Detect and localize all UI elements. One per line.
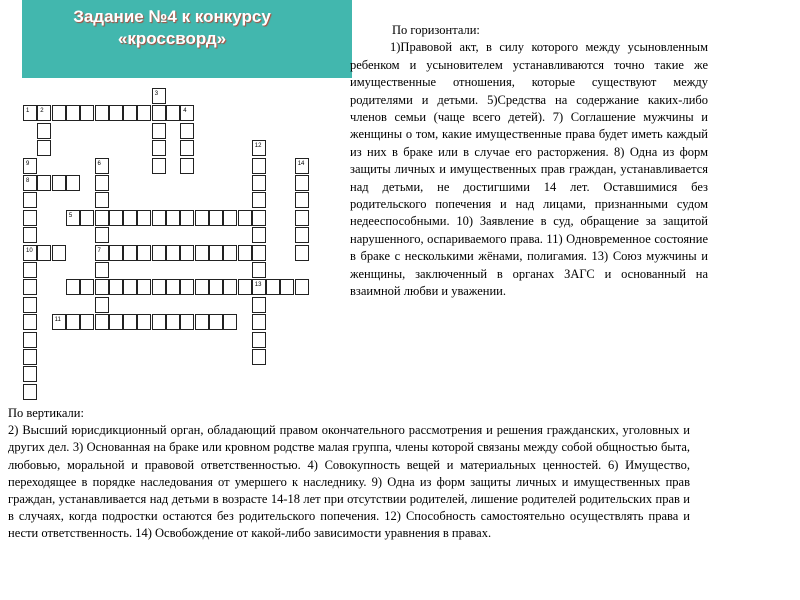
crossword-cell[interactable] [23, 210, 37, 226]
crossword-cell[interactable] [109, 210, 123, 226]
crossword-cell[interactable] [195, 314, 209, 330]
crossword-cell[interactable] [295, 192, 309, 208]
crossword-cell[interactable] [195, 279, 209, 295]
crossword-cell[interactable] [152, 158, 166, 174]
crossword-cell[interactable] [152, 279, 166, 295]
clue-number: 3 [154, 91, 159, 97]
crossword-cell[interactable] [223, 279, 237, 295]
crossword-cell[interactable] [166, 245, 180, 261]
crossword-cell[interactable] [209, 210, 223, 226]
vertical-clues-text: 2) Высший юрисдикционный орган, обладающий правом окончательного рассмотрения и решения гражданских, уголовных и других дел. 3) Основанная на браке или кровном родстве малая группа, члены которой связаны между собой общностью быта, любовью, моральной и правовой ответственностью. 4) Совокупность вещей и материальных ценностей. 6) Имущество, переходящее в порядке наследования от умершего к наследнику. 9) Одна из форм защиты личных и имущественных прав граждан, устанавливается над детьми в возрасте 14-18 лет при отсутствии родителей, лишение родителей родительских прав и в случаях, когда подростки остаются без родительского попечения. 12) Способность самостоятельно осуществлять права и нести ответственность. 14) Освобождение от какой-либо зависимости уравнения в правах. [8, 423, 690, 541]
clue-number: 6 [97, 160, 101, 167]
crossword-cell[interactable] [238, 210, 252, 226]
clue-number: 5 [68, 212, 73, 219]
crossword-cell[interactable] [23, 262, 37, 278]
clue-number: 7 [97, 247, 101, 254]
crossword-cell[interactable] [252, 210, 266, 226]
crossword-grid [0, 0, 330, 410]
crossword-cell[interactable] [252, 158, 266, 174]
crossword-cell[interactable] [95, 105, 109, 121]
clue-number: 12 [254, 143, 262, 150]
crossword-cell[interactable] [195, 245, 209, 261]
crossword-cell[interactable] [109, 279, 123, 295]
crossword-cell[interactable] [180, 279, 194, 295]
crossword-cell[interactable] [95, 297, 109, 313]
crossword-cell[interactable] [123, 105, 137, 121]
horizontal-clues [350, 22, 708, 301]
crossword-cell[interactable] [252, 227, 266, 243]
crossword-cell[interactable] [37, 140, 51, 156]
crossword-cell[interactable] [223, 210, 237, 226]
crossword-cell[interactable] [109, 105, 123, 121]
crossword-cell[interactable] [23, 332, 37, 348]
clue-number: 2 [40, 108, 44, 115]
crossword-cell[interactable] [280, 279, 294, 295]
slide-title: Задание №4 к конкурсу «кроссворд» [73, 7, 271, 48]
clue-number: 13 [254, 282, 262, 289]
horizontal-clues-text: 1)Правовой акт, в силу которого между усыновленным ребенком и усыновителем устанавливаются точно такие же имущественные отношения, которые существуют между родителями и детьми. 5)Средства на содержание каких-либо членов семьи (чаще всего детей). 7) Соглашение мужчины и женщины о том, какие имущественные права будет иметь каждый из них в браке или в случае его расторжения. 8) Одна из форм защиты личных и имущественных прав граждан, устанавливается над детьми, не достигшими 14 лет. Оставшимися без родительского попечения и над лицами, признанными судом недееспособными. 10) Заявление в суд, обращение за защитой нарушенного, оспариваемого права. 11) Одновременное состояние в браке с несколькими жёнами, полигамия. 13) Союз мужчины и женщины, заключенный в органах ЗАГС и основанный на взаимной любви и уважении. [350, 40, 708, 299]
crossword-cell[interactable] [180, 245, 194, 261]
crossword-cell[interactable] [137, 314, 151, 330]
crossword-cell[interactable] [152, 210, 166, 226]
crossword-cell[interactable] [180, 314, 194, 330]
crossword-cell[interactable] [295, 210, 309, 226]
crossword-cell[interactable] [252, 349, 266, 365]
crossword-cell[interactable] [152, 105, 166, 121]
crossword-cell[interactable] [166, 279, 180, 295]
crossword-cell[interactable] [238, 279, 252, 295]
crossword-cell[interactable] [52, 245, 66, 261]
crossword-cell[interactable] [152, 123, 166, 139]
crossword-cell[interactable] [37, 175, 51, 191]
crossword-cell[interactable] [137, 105, 151, 121]
crossword-cell[interactable] [195, 210, 209, 226]
crossword-cell[interactable] [23, 314, 37, 330]
crossword-cell[interactable] [252, 262, 266, 278]
clue-number: 9 [26, 160, 30, 167]
clue-number: 4 [183, 108, 187, 115]
crossword-cell[interactable] [23, 366, 37, 382]
crossword-cell[interactable] [252, 332, 266, 348]
crossword-cell[interactable] [123, 314, 137, 330]
crossword-cell[interactable] [23, 297, 37, 313]
crossword-cell[interactable] [166, 210, 180, 226]
crossword-cell[interactable] [95, 279, 109, 295]
crossword-cell[interactable] [123, 279, 137, 295]
crossword-cell[interactable] [23, 279, 37, 295]
crossword-cell[interactable] [23, 227, 37, 243]
crossword-cell[interactable] [66, 175, 80, 191]
crossword-cell[interactable] [180, 140, 194, 156]
crossword-cell[interactable] [95, 210, 109, 226]
crossword-cell[interactable] [95, 192, 109, 208]
crossword-cell[interactable] [23, 349, 37, 365]
vertical-clues [8, 405, 690, 543]
crossword-cell[interactable] [123, 210, 137, 226]
crossword-cell[interactable] [180, 210, 194, 226]
crossword-cell[interactable] [37, 123, 51, 139]
crossword-cell[interactable] [252, 245, 266, 261]
crossword-cell[interactable] [109, 245, 123, 261]
crossword-cell[interactable] [252, 297, 266, 313]
crossword-cell[interactable] [52, 105, 66, 121]
crossword-cell[interactable] [209, 314, 223, 330]
crossword-cell[interactable] [223, 314, 237, 330]
crossword-cell[interactable] [95, 175, 109, 191]
crossword-cell[interactable] [80, 105, 94, 121]
clue-number: 14 [297, 160, 305, 167]
crossword-cell[interactable] [295, 227, 309, 243]
crossword-cell[interactable] [252, 192, 266, 208]
crossword-cell[interactable] [152, 140, 166, 156]
crossword-cell[interactable] [80, 314, 94, 330]
crossword-cell[interactable] [80, 210, 94, 226]
crossword-cell[interactable] [95, 227, 109, 243]
crossword-cell[interactable] [95, 262, 109, 278]
crossword-cell[interactable] [223, 245, 237, 261]
crossword-cell[interactable] [180, 158, 194, 174]
crossword-cell[interactable] [95, 314, 109, 330]
crossword-cell[interactable] [66, 279, 80, 295]
crossword-cell[interactable] [137, 279, 151, 295]
clue-number: 8 [26, 178, 30, 184]
crossword-cell[interactable] [109, 314, 123, 330]
crossword-cell[interactable] [252, 175, 266, 191]
crossword-cell[interactable] [52, 175, 66, 191]
clue-number: 10 [26, 247, 33, 254]
crossword-cell[interactable] [152, 245, 166, 261]
crossword-cell[interactable] [252, 314, 266, 330]
crossword-cell[interactable] [80, 279, 94, 295]
horizontal-heading: По горизонтали: [392, 23, 480, 37]
clue-number: 11 [54, 317, 61, 324]
crossword-cell[interactable] [66, 314, 80, 330]
vertical-heading: По вертикали: [8, 406, 84, 420]
crossword-cell[interactable] [238, 245, 252, 261]
crossword-cell[interactable] [137, 210, 151, 226]
crossword-cell[interactable] [123, 245, 137, 261]
crossword-cell[interactable] [23, 384, 37, 400]
crossword-cell[interactable] [37, 245, 51, 261]
crossword-cell[interactable] [23, 192, 37, 208]
crossword-cell[interactable] [295, 175, 309, 191]
crossword-cell[interactable] [137, 245, 151, 261]
crossword-cell[interactable] [266, 279, 280, 295]
crossword-cell[interactable] [295, 279, 309, 295]
crossword-cell[interactable] [209, 279, 223, 295]
crossword-cell[interactable] [209, 245, 223, 261]
crossword-cell[interactable] [295, 245, 309, 261]
crossword-cell[interactable] [152, 314, 166, 330]
crossword-cell[interactable] [66, 105, 80, 121]
crossword-cell[interactable] [166, 314, 180, 330]
crossword-cell[interactable] [166, 105, 180, 121]
clue-number: 1 [26, 108, 30, 115]
crossword-cell[interactable] [180, 123, 194, 139]
